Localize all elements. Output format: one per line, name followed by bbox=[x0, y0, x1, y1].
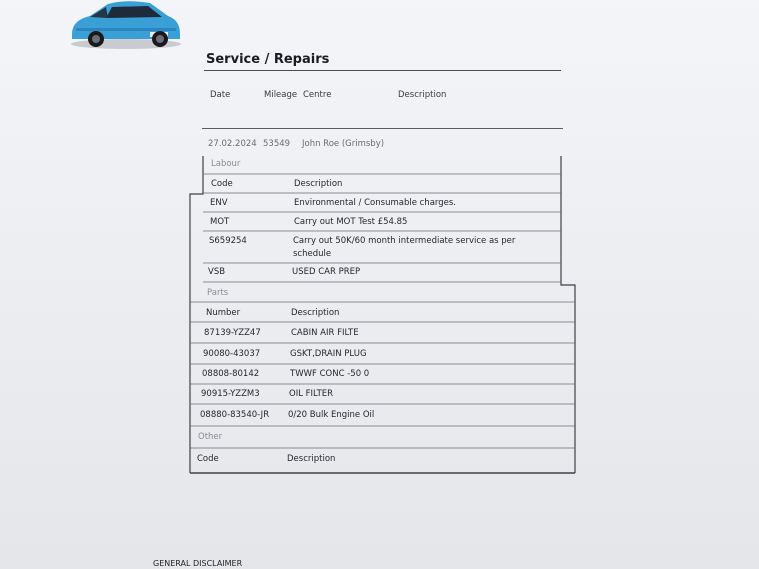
service-date: 27.02.2024 bbox=[208, 139, 257, 149]
labour-description-header: Description bbox=[294, 179, 343, 189]
parts-row-number: 87139-YZZ47 bbox=[204, 328, 261, 338]
labour-row-code: MOT bbox=[210, 217, 230, 227]
service-mileage: 53549 bbox=[263, 139, 291, 149]
page-title: Service / Repairs bbox=[206, 52, 330, 67]
parts-row-description: TWWF CONC -50 0 bbox=[290, 369, 370, 379]
parts-section-label: Parts bbox=[207, 288, 229, 298]
column-header-centre: Centre bbox=[303, 90, 332, 100]
labour-row-description: USED CAR PREP bbox=[292, 267, 361, 277]
parts-number-header: Number bbox=[206, 308, 241, 318]
parts-row-description: 0/20 Bulk Engine Oil bbox=[288, 410, 375, 420]
other-section-label: Other bbox=[198, 432, 223, 442]
labour-row-description: Environmental / Consumable charges. bbox=[294, 198, 456, 208]
other-description-header: Description bbox=[287, 454, 336, 464]
parts-row-description: CABIN AIR FILTE bbox=[291, 328, 359, 338]
labour-code-header: Code bbox=[211, 179, 233, 189]
column-header-mileage: Mileage bbox=[264, 90, 298, 100]
labour-row-code: ENV bbox=[210, 198, 228, 208]
general-disclaimer-heading: GENERAL DISCLAIMER bbox=[153, 559, 243, 568]
parts-row-description: GSKT,DRAIN PLUG bbox=[290, 349, 367, 359]
parts-row-number: 90080-43037 bbox=[203, 349, 261, 359]
labour-row-description: Carry out MOT Test £54.85 bbox=[294, 217, 408, 227]
labour-row-code: S659254 bbox=[209, 236, 247, 246]
parts-row-number: 08880-83540-JR bbox=[200, 410, 270, 420]
labour-row-code: VSB bbox=[208, 267, 226, 277]
service-centre: John Roe (Grimsby) bbox=[302, 139, 385, 149]
parts-row-number: 08808-80142 bbox=[202, 369, 260, 379]
column-header-date: Date bbox=[210, 90, 231, 100]
parts-row-description: OIL FILTER bbox=[289, 389, 334, 399]
parts-description-header: Description bbox=[291, 308, 340, 318]
parts-row-number: 90915-YZZM3 bbox=[201, 389, 260, 399]
other-code-header: Code bbox=[197, 454, 219, 464]
labour-section-label: Labour bbox=[211, 159, 241, 169]
labour-row-description: Carry out 50K/60 month intermediate service as per schedule bbox=[293, 236, 516, 259]
column-header-description: Description bbox=[398, 90, 447, 100]
